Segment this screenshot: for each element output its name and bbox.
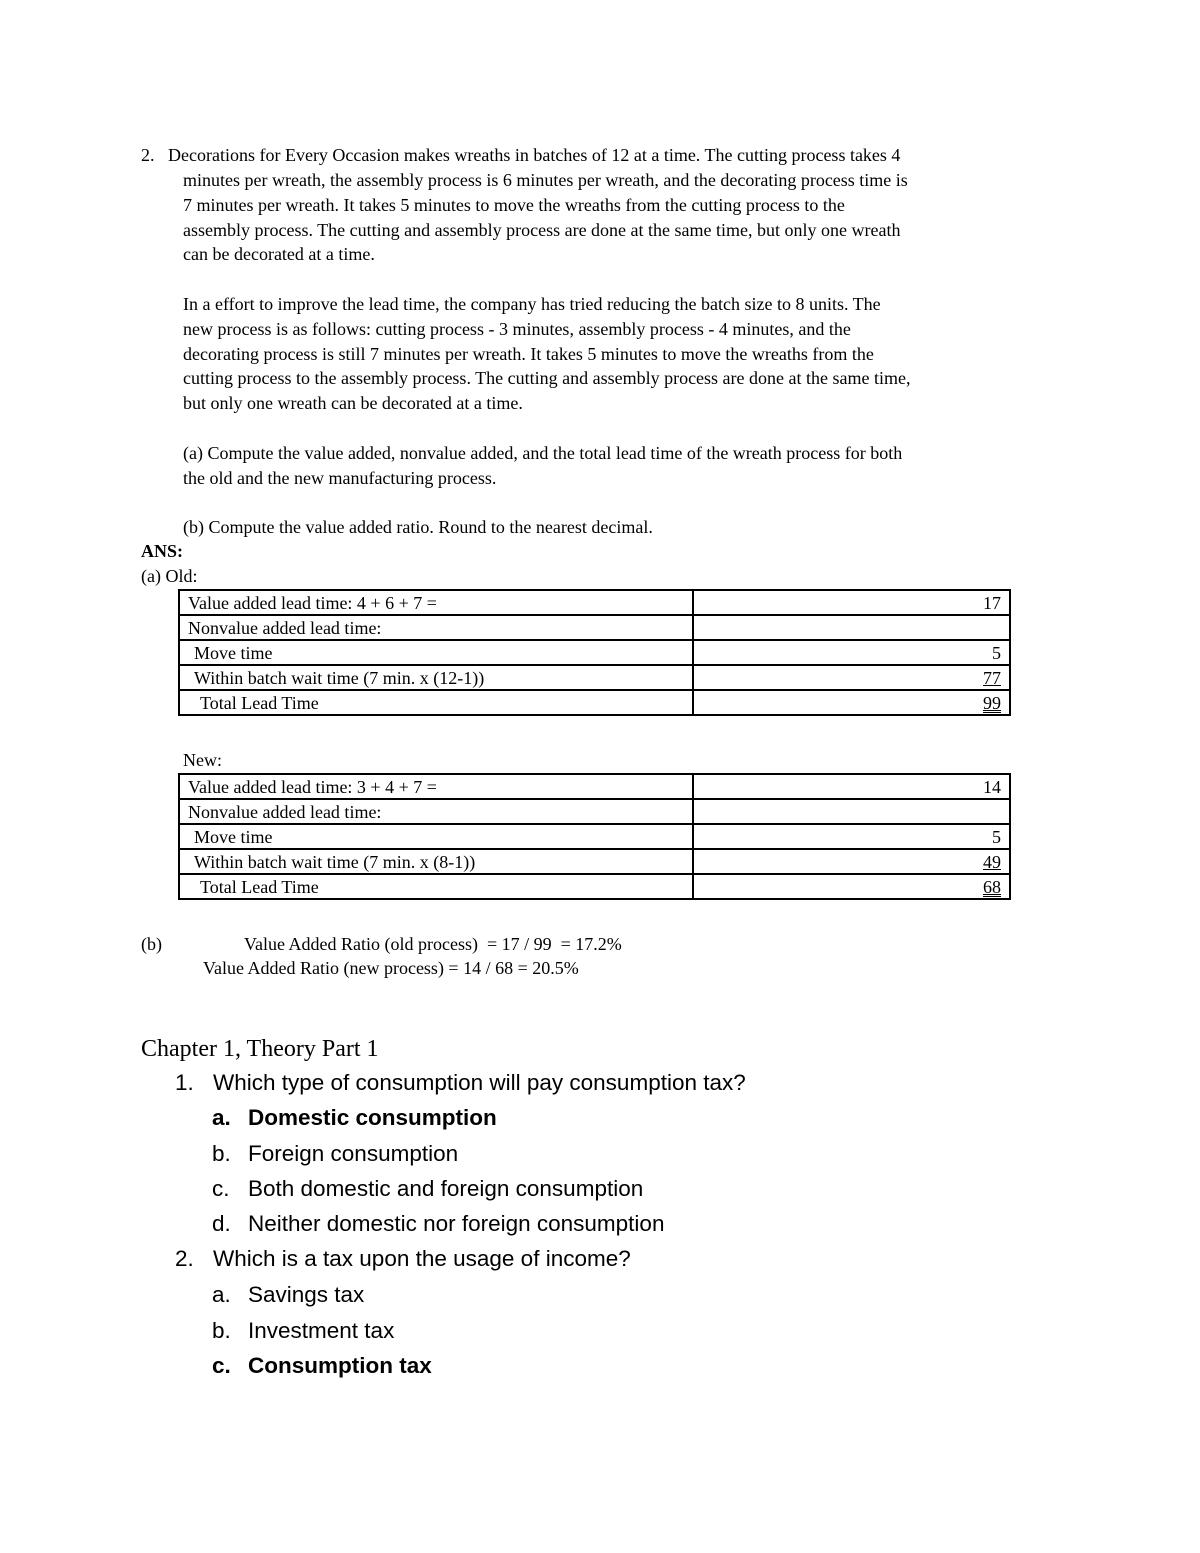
option-text: Both domestic and foreign consumption: [248, 1176, 644, 1201]
option-text-correct: Domestic consumption: [248, 1105, 497, 1130]
option-letter: d.: [212, 1211, 231, 1236]
problem-paragraph-1: [183, 168, 1063, 267]
option-text: Investment tax: [248, 1318, 395, 1343]
table-row: [179, 590, 1010, 615]
table-cell-value: 49: [693, 849, 1010, 874]
option-text: Savings tax: [248, 1282, 365, 1307]
table-cell-label: Nonvalue added lead time:: [179, 799, 693, 824]
table-cell-label: Move time: [179, 824, 693, 849]
text-line: decorating process is still 7 minutes per wreath. It takes 5 minutes to move the wreaths from the: [183, 343, 874, 364]
table-cell-value: 14: [693, 774, 1010, 799]
table-row: [179, 615, 1010, 640]
option-text-correct: Consumption tax: [248, 1353, 432, 1378]
problem-first-line: Decorations for Every Occasion makes wreaths in batches of 12 at a time. The cutting process takes 4: [168, 145, 901, 165]
table-row: [179, 874, 1010, 899]
answer-part-a-label: (a) Old:: [141, 566, 198, 586]
option-text: Neither domestic nor foreign consumption: [248, 1211, 665, 1236]
table-cell-value: 99: [693, 690, 1010, 715]
option-letter: a.: [212, 1282, 231, 1307]
text-line: but only one wreath can be decorated at a time.: [183, 393, 523, 414]
table-cell-label: Move time: [179, 640, 693, 665]
question-text: Which is a tax upon the usage of income?: [213, 1246, 631, 1271]
text-line: 7 minutes per wreath. It takes 5 minutes to move the wreaths from the cutting process to the: [183, 194, 845, 215]
table-cell-value: [693, 615, 1010, 640]
table-row: [179, 690, 1010, 715]
question-text: Which type of consumption will pay consumption tax?: [213, 1070, 746, 1095]
table-cell-label: Total Lead Time: [179, 690, 693, 715]
text-line: cutting process to the assembly process. The cutting and assembly process are done at the same time,: [183, 368, 911, 389]
option-letter: a.: [212, 1105, 231, 1130]
ratio-old-process: Value Added Ratio (old process) = 17 / 99 = 17.2%: [244, 934, 622, 954]
chapter-heading: Chapter 1, Theory Part 1: [141, 1036, 379, 1062]
table-cell-value: 17: [693, 590, 1010, 615]
option-letter: c.: [212, 1353, 231, 1378]
table-row: [179, 665, 1010, 690]
table-row: [179, 774, 1010, 799]
option-letter: b.: [212, 1318, 231, 1343]
answer-part-b-label: (b): [141, 934, 162, 954]
answer-label: ANS:: [141, 541, 184, 561]
question-number: 1.: [175, 1070, 194, 1095]
table-row: [179, 799, 1010, 824]
table-cell-label: Value added lead time: 3 + 4 + 7 =: [179, 774, 693, 799]
table-cell-label: Total Lead Time: [179, 874, 693, 899]
option-text: Foreign consumption: [248, 1141, 459, 1166]
question-number: 2.: [175, 1246, 194, 1271]
problem-paragraph-2: [183, 292, 1063, 416]
ratio-new-process: Value Added Ratio (new process) = 14 / 68 = 20.5%: [203, 958, 579, 978]
new-process-label: New:: [183, 750, 222, 770]
table-cell-label: Nonvalue added lead time:: [179, 615, 693, 640]
text-line: minutes per wreath, the assembly process is 6 minutes per wreath, and the decorating process time is: [183, 170, 908, 190]
table-cell-value: [693, 799, 1010, 824]
table-row: [179, 849, 1010, 874]
option-letter: c.: [212, 1176, 230, 1201]
table-row: [179, 640, 1010, 665]
text-line: In a effort to improve the lead time, the company has tried reducing the batch size to 8 units. The: [183, 294, 881, 314]
part-b-question: (b) Compute the value added ratio. Round to the nearest decimal.: [183, 517, 653, 537]
table-cell-value: 5: [693, 824, 1010, 849]
table-cell-label: Value added lead time: 4 + 6 + 7 =: [179, 590, 693, 615]
table-cell-value: 68: [693, 874, 1010, 899]
table-cell-value: 77: [693, 665, 1010, 690]
text-line: new process is as follows: cutting process - 3 minutes, assembly process - 4 minutes, and the: [183, 318, 851, 339]
old-process-table: [178, 589, 1011, 716]
problem-number: 2.: [141, 145, 155, 165]
table-cell-value: 5: [693, 640, 1010, 665]
table-row: [179, 824, 1010, 849]
text-line: the old and the new manufacturing process.: [183, 467, 497, 488]
text-line: (a) Compute the value added, nonvalue added, and the total lead time of the wreath process for both: [183, 443, 903, 463]
option-letter: b.: [212, 1141, 231, 1166]
part-a-question: [183, 441, 1063, 491]
table-cell-label: Within batch wait time (7 min. x (12-1)): [179, 665, 693, 690]
text-line: assembly process. The cutting and assembly process are done at the same time, but only one wreath: [183, 219, 901, 240]
text-line: can be decorated at a time.: [183, 244, 375, 265]
table-cell-label: Within batch wait time (7 min. x (8-1)): [179, 849, 693, 874]
new-process-table: [178, 773, 1011, 900]
